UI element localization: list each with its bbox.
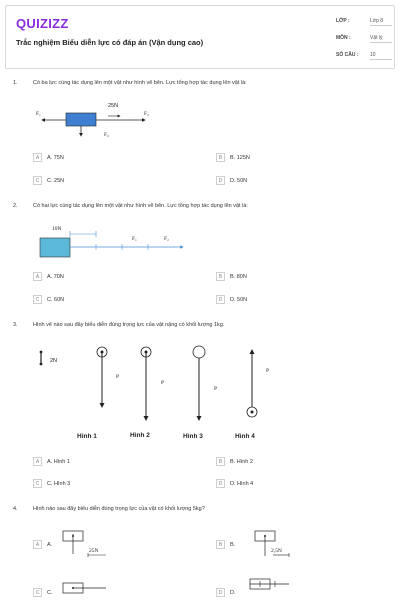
option-c[interactable] bbox=[33, 588, 53, 597]
option-letter-box: B bbox=[216, 540, 225, 549]
option-b[interactable] bbox=[216, 540, 235, 549]
q3-figures bbox=[30, 342, 280, 442]
option-text: A. bbox=[47, 541, 53, 548]
q3-caption-2: Hình 2 bbox=[130, 432, 150, 439]
option-letter-box: C bbox=[33, 588, 42, 597]
question-text: Có ba lực cùng tác dụng lên một vật như hình vẽ bên. Lực tổng hợp tác dụng lên vật là: bbox=[33, 80, 247, 86]
meta-label-subject: MÔN : bbox=[336, 35, 351, 41]
option-letter-box: A bbox=[33, 272, 42, 281]
option-text: D. 50N bbox=[230, 177, 248, 184]
option-letter-box: D bbox=[216, 295, 225, 304]
q3-vector-p3: P bbox=[214, 386, 218, 392]
q2-scale-label: 10N bbox=[52, 226, 62, 232]
q2-block bbox=[40, 238, 70, 257]
question-number: 2. bbox=[13, 203, 18, 209]
meta-value-grade: Lớp 8 bbox=[370, 18, 392, 26]
meta-value-count: 10 bbox=[370, 52, 392, 60]
option-text: A. 75N bbox=[47, 154, 64, 161]
option-text: A. Hình 1 bbox=[47, 458, 70, 465]
q4-label-a: 25N bbox=[89, 548, 99, 554]
question-text: Có hai lực cùng tác dụng lên một vật như hình vẽ bên. Lực tổng hợp tác dụng lên vật là: bbox=[33, 203, 248, 209]
option-letter-box: A bbox=[33, 540, 42, 549]
option-letter-box: C bbox=[33, 295, 42, 304]
option-text: C. bbox=[47, 589, 53, 596]
option-text: D. Hình 4 bbox=[230, 480, 254, 487]
q2-vector-f2: F₂ bbox=[164, 236, 169, 242]
option-text: C. 60N bbox=[47, 296, 65, 303]
option-letter-box: D bbox=[216, 588, 225, 597]
option-text: B. Hình 2 bbox=[230, 458, 253, 465]
option-letter-box: B bbox=[216, 153, 225, 162]
option-d[interactable] bbox=[216, 176, 247, 185]
option-letter-box: D bbox=[216, 479, 225, 488]
meta-label-grade: LỚP : bbox=[336, 18, 350, 24]
option-letter-box: A bbox=[33, 153, 42, 162]
q4-figure-c bbox=[58, 578, 118, 600]
q1-vector-f2: F₂ bbox=[144, 111, 149, 117]
option-text: B. 125N bbox=[230, 154, 250, 161]
option-d[interactable] bbox=[216, 479, 253, 488]
option-d[interactable] bbox=[216, 295, 247, 304]
worksheet-title: Trắc nghiệm Biểu diễn lực có đáp án (Vận dụng cao) bbox=[16, 38, 204, 47]
q1-block bbox=[66, 113, 96, 126]
q4-figure-a bbox=[58, 528, 118, 558]
meta-value-subject: Vật lý bbox=[370, 35, 392, 43]
q1-scale-label: 25N bbox=[108, 103, 119, 109]
option-letter-box: C bbox=[33, 176, 42, 185]
q3-caption-1: Hình 1 bbox=[77, 433, 97, 440]
q2-force-diagram bbox=[38, 222, 188, 262]
worksheet-header bbox=[5, 5, 395, 69]
option-text: C. 25N bbox=[47, 177, 65, 184]
q4-figure-b bbox=[245, 528, 305, 558]
q3-scale-label: 2N bbox=[50, 358, 58, 364]
option-text: A. 70N bbox=[47, 273, 64, 280]
option-c[interactable] bbox=[33, 479, 70, 488]
option-letter-box: C bbox=[33, 479, 42, 488]
option-letter-box: D bbox=[216, 176, 225, 185]
option-c[interactable] bbox=[33, 295, 64, 304]
option-d[interactable] bbox=[216, 588, 236, 597]
option-b[interactable] bbox=[216, 272, 247, 281]
option-text: D. 50N bbox=[230, 296, 248, 303]
option-letter-box: B bbox=[216, 272, 225, 281]
question-text: Hình vẽ nào sau đây biểu diễn đúng trọng lực của vật nặng có khối lượng 1kg. bbox=[33, 322, 225, 328]
option-text: D. bbox=[230, 589, 236, 596]
option-b[interactable] bbox=[216, 153, 250, 162]
option-text: C. Hình 3 bbox=[47, 480, 71, 487]
q3-caption-3: Hình 3 bbox=[183, 433, 203, 440]
option-text: B. bbox=[230, 541, 236, 548]
q1-vector-f1: F₁ bbox=[36, 111, 41, 117]
q2-vector-f1: F₁ bbox=[132, 236, 137, 242]
option-letter-box: B bbox=[216, 457, 225, 466]
option-a[interactable] bbox=[33, 153, 64, 162]
q4-label-b: 2,5N bbox=[271, 548, 282, 554]
meta-label-count: SỐ CÂU : bbox=[336, 52, 359, 58]
option-c[interactable] bbox=[33, 176, 64, 185]
question-number: 3. bbox=[13, 322, 18, 328]
option-b[interactable] bbox=[216, 457, 253, 466]
option-text: B. 80N bbox=[230, 273, 247, 280]
q4-figure-d bbox=[245, 576, 305, 600]
q3-vector-p1: P bbox=[116, 374, 120, 380]
q3-vector-p2: P bbox=[161, 380, 165, 386]
quizizz-logo[interactable]: QUIZIZZ bbox=[16, 16, 69, 31]
q3-caption-4: Hình 4 bbox=[235, 433, 255, 440]
question-number: 1. bbox=[13, 80, 18, 86]
q1-force-diagram bbox=[30, 98, 170, 138]
option-a[interactable] bbox=[33, 540, 52, 549]
option-a[interactable] bbox=[33, 457, 70, 466]
question-text: Hình nào sau đây biểu diễn đúng trọng lực của vật có khối lượng 5kg? bbox=[33, 506, 205, 512]
q1-vector-f3: F₃ bbox=[104, 132, 109, 138]
option-a[interactable] bbox=[33, 272, 64, 281]
q3-vector-p4: P bbox=[266, 368, 270, 374]
option-letter-box: A bbox=[33, 457, 42, 466]
question-number: 4. bbox=[13, 506, 18, 512]
